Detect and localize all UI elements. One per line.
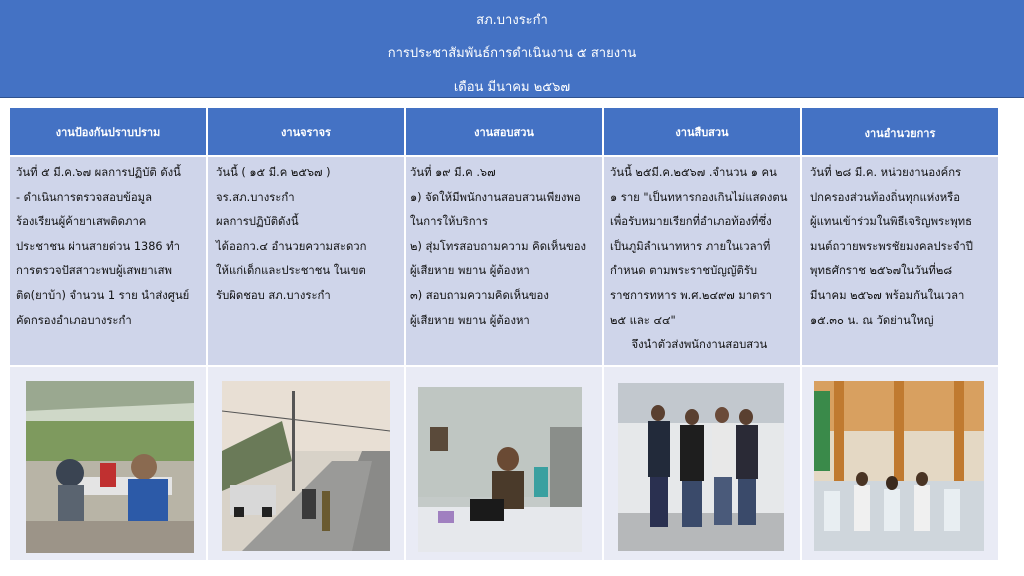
report-month: เดือน มีนาคม ๒๕๖๗	[453, 80, 571, 95]
police-checkpoint-photo	[26, 381, 194, 553]
column-header-administration: งานอำนวยการ	[802, 108, 998, 157]
title-banner	[0, 0, 1024, 98]
office-officer-photo	[418, 387, 582, 552]
column-header-prevention: งานป้องกันปราบปราม	[10, 108, 206, 157]
prevention-description: วันที่ ๕ มี.ค.๖๗ ผลการปฏิบัติ ดังนี้ - ดำเนินการตรวจสอบข้อมูล ร้องเรียนผู้ค้ายาเสพติดภาค ประชาชน ผ่านสายด่วน 1386 ทำ การตรวจปัสสาวะพบผู้เสพยาเสพ ติด(ยาบ้า) จำนวน 1 ราย นำส่งศูนย์ คัดกรองอำเภอบางระกำ	[10, 157, 206, 367]
administration-description: วันที่ ๒๘ มี.ค. หน่วยงานองค์กร ปกครองส่วนท้องถิ่นทุกแห่งหรือ ผู้แทนเข้าร่วมในพิธีเจริญพระพุทธ มนต์ถวายพระพรชัยมงคลประจำปี พุทธศักราช ๒๕๖๗ในวันที่๒๘ มีนาคม ๒๕๖๗ พร้อมกันในเวลา ๑๕.๓๐ น. ณ วัดย่านใหญ่	[802, 157, 998, 367]
administration-photo-cell	[802, 367, 998, 560]
inquiry-description: วันที่ ๑๙ มี.ค .๖๗ ๑) จัดให้มีพนักงานสอบสวนเพียงพอ ในการให้บริการ ๒) สุ่มโทรสอบถามความ คิดเห็นของ ผู้เสียหาย พยาน ผู้ต้องหา ๓) สอบถามความคิดเห็นของ ผู้เสียหาย พยาน ผู้ต้องหา	[406, 157, 602, 367]
traffic-description: วันนี้ ( ๑๕ มี.ค ๒๕๖๗ ) จร.สภ.บางระกำ ผลการปฏิบัติดังนี้ ได้ออกว.๔ อำนวยความสะดวก ให้แก่เด็กและประชาชน ในเขต รับผิดชอบ สภ.บางระกำ	[208, 157, 404, 367]
ceremony-hall-photo	[814, 381, 984, 551]
investigation-description: วันนี้ ๒๕มี.ค.๒๕๖๗ .จำนวน ๑ คน ๑ ราย "เป็นทหารกองเกินไม่แสดงตน เพื่อรับหมายเรียกที่อำเภอท้องที่ซึ่ง เป็นภูมิลำเนาทหาร ภายในเวลาที่ กำหนด ตามพระราชบัญญัติรับ ราชการทหาร พ.ศ.๒๔๙๗ มาตรา ๒๕ และ ๔๔" จึงนำตัวส่งพนักงานสอบสวน	[604, 157, 800, 367]
prevention-photo-cell	[10, 367, 206, 560]
inquiry-photo-cell	[406, 367, 602, 560]
column-header-traffic: งานจราจร	[208, 108, 404, 157]
report-title: การประชาสัมพันธ์การดำเนินงาน ๕ สายงาน	[387, 46, 637, 61]
column-header-inquiry: งานสอบสวน	[406, 108, 602, 157]
column-header-investigation: งานสืบสวน	[604, 108, 800, 157]
arrest-group-photo	[618, 383, 784, 551]
traffic-photo-cell	[208, 367, 404, 560]
investigation-photo-cell	[604, 367, 800, 560]
station-name: สภ.บางระกำ	[476, 13, 548, 28]
work-lines-table	[10, 108, 998, 560]
traffic-road-photo	[222, 381, 390, 551]
